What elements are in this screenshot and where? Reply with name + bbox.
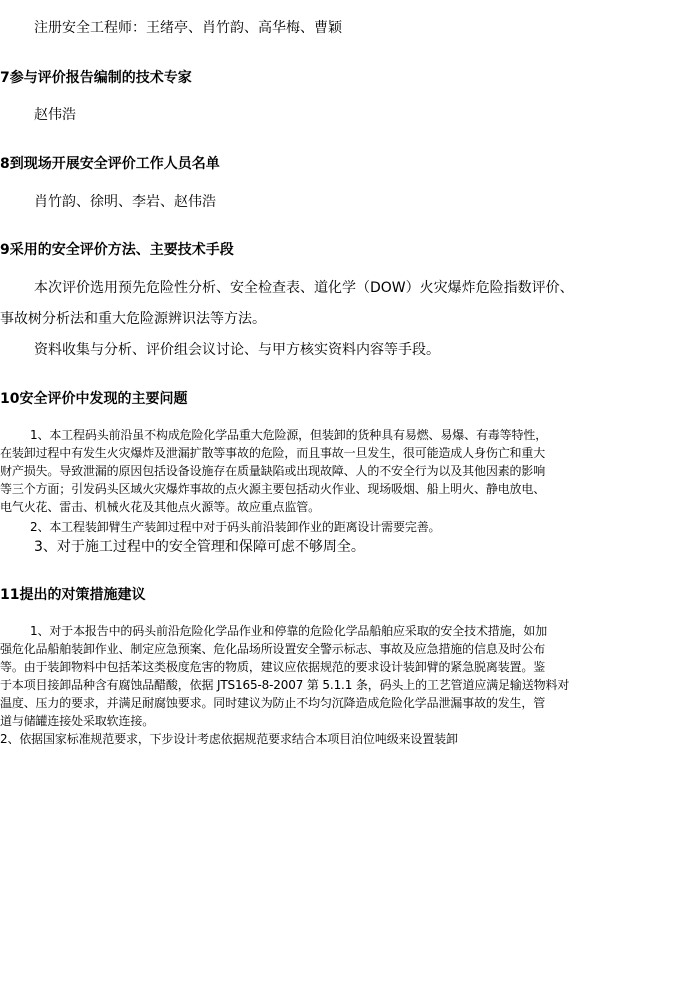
- section-11-line: 道与储罐连接处采取软连接。: [0, 714, 155, 728]
- section-11-line: 2、依据国家标准规范要求，下步设计考虑依据规范要求结合本项目泊位吨级来设置装卸: [0, 732, 458, 746]
- section-10-line: 2、本工程装卸臂生产装卸过程中对于码头前沿装卸作业的距离设计需要完善。: [30, 520, 441, 534]
- section-11-line: 于本项目接卸品种含有腐蚀品醋酸，依据 JTS165-8-2007 第 5.1.1 条，码头上的工艺管道应满足输送物料对: [0, 678, 570, 692]
- section-10-body: [0, 426, 678, 516]
- section-11-body: [0, 622, 678, 748]
- section-9-line: 本次评价选用预先危险性分析、安全检查表、道化学（DOW）火灾爆炸危险指数评价、: [34, 280, 574, 296]
- section-11-line: 1、对于本报告中的码头前沿危险化学品作业和停靠的危险化学品船舶应采取的安全技术措施，如加: [30, 624, 548, 638]
- section-8-heading: 8到现场开展安全评价工作人员名单: [0, 156, 220, 172]
- section-8-text: 肖竹韵、徐明、李岩、赵伟浩: [34, 194, 216, 210]
- section-10-line: 财产损失。导致泄漏的原因包括设备设施存在质量缺陷或出现故障、人的不安全行为以及其他因素的影响: [0, 464, 546, 478]
- section-10-line: 电气火花、雷击、机械火花及其他点火源等。故应重点监管。: [0, 500, 320, 514]
- section-10-line: 3、对于施工过程中的安全管理和保障可虑不够周全。: [34, 539, 365, 555]
- section-10-heading: 10安全评价中发现的主要问题: [0, 391, 188, 407]
- section-9-line: 事故树分析法和重大危险源辨识法等方法。: [0, 311, 266, 327]
- section-11-line: 等。由于装卸物料中包括苯这类极度危害的物质，建议应依据规范的要求设计装卸臂的紧急脱离装置。鉴: [0, 660, 546, 674]
- section-7-heading: 7参与评价报告编制的技术专家: [0, 70, 192, 86]
- section-9-heading: 9采用的安全评价方法、主要技术手段: [0, 242, 234, 258]
- section-10-line: 1、本工程码头前沿虽不构成危险化学品重大危险源，但装卸的货种具有易燃、易爆、有毒等特性，: [30, 428, 548, 442]
- engineers-line: 注册安全工程师：王绪亭、肖竹韵、高华梅、曹颖: [34, 20, 342, 36]
- section-10-line: 在装卸过程中有发生火灾爆炸及泄漏扩散等事故的危险，而且事故一旦发生，很可能造成人身伤亡和重大: [0, 446, 546, 460]
- section-11-line: 温度、压力的要求，并满足耐腐蚀要求。同时建议为防止不均匀沉降造成危险化学品泄漏事故的发生，管: [0, 696, 546, 710]
- section-11-line: 强危化品船舶装卸作业、制定应急预案、危化品场所设置安全警示标志、事故及应急措施的信息及时公布: [0, 642, 546, 656]
- section-11-heading: 11提出的对策措施建议: [0, 587, 146, 603]
- section-9-line: 资料收集与分析、评价组会议讨论、与甲方核实资料内容等手段。: [34, 342, 440, 358]
- section-7-text: 赵伟浩: [34, 107, 76, 123]
- section-10-line: 等三个方面；引发码头区域火灾爆炸事故的点火源主要包括动火作业、现场吸烟、船上明火、静电放电、: [0, 482, 546, 496]
